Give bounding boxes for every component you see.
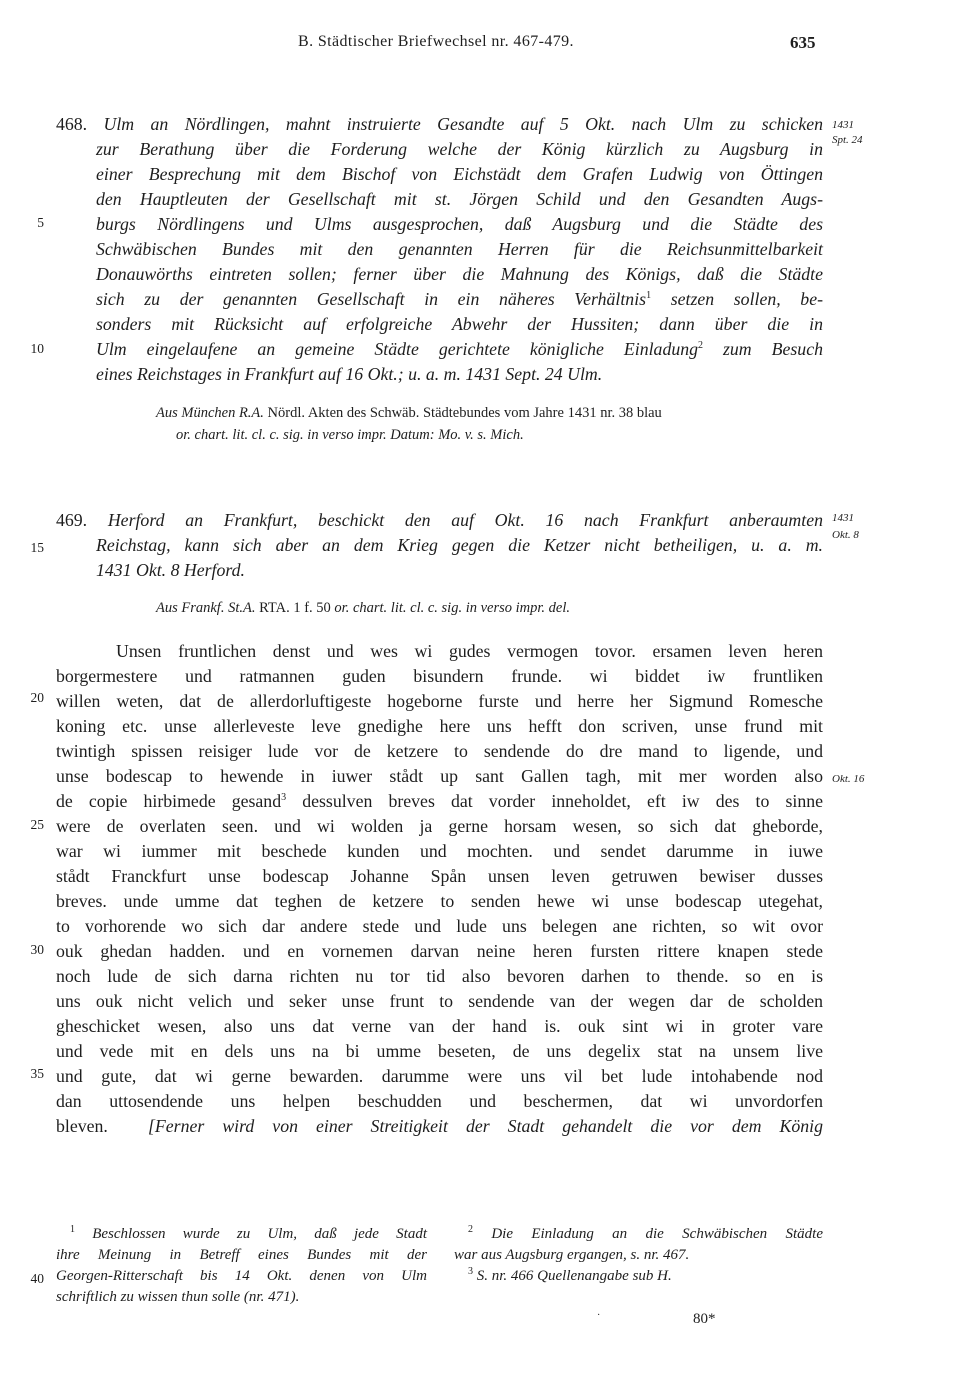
footnote-number: 1: [70, 1224, 75, 1235]
signature-mark: 80*: [693, 1311, 716, 1327]
line-number: 30: [30, 942, 44, 957]
regest-line: [96, 337, 823, 362]
source-note: [156, 597, 823, 619]
page-number: 635: [790, 33, 816, 52]
regest-text: setzen sollen, be-: [670, 289, 824, 309]
body-line: [56, 789, 823, 814]
body-text: bleven.: [56, 1116, 108, 1136]
regest-text: Ulm an Nördlingen, mahnt instruierte Gesandte auf 5 Okt. nach Ulm zu schicken: [103, 114, 823, 134]
body-line: war wi iummer mit beschede kunden und mochten. und sendet darumme in iuwe: [56, 841, 823, 861]
footnote-line: ihre Meinung in Betreff eines Bundes mit der: [56, 1247, 427, 1263]
margin-date: 1431: [832, 512, 854, 524]
margin-date: Okt. 16: [832, 773, 865, 785]
margin-date: Okt. 8: [832, 529, 859, 541]
footnote-line: [468, 1266, 672, 1287]
source-text: Nördl. Akten des Schwäb. Städtebundes vom Jahre 1431 nr. 38 blau: [267, 405, 662, 421]
editorial-note: [Ferner wird von einer Streitigkeit der Stadt gehandelt die vor dem König: [148, 1116, 823, 1136]
body-line: und gute, dat wi gerne bewarden. darumme were uns vil bet lude intohabende nod: [56, 1066, 823, 1086]
margin-date: Spt. 24: [832, 134, 863, 146]
body-line: breves. unde umme dat teghen de ketzere to senden hewe wi unse bodescap utegehat,: [56, 891, 823, 911]
print-dot: ·: [597, 1310, 601, 1321]
footnote-ref: 2: [698, 340, 704, 352]
body-line: stådt Franckfurt unse bodescap Johanne Spån unsen leven getruwen bewiser dusses: [56, 866, 823, 886]
entry-number: 469.: [56, 510, 88, 530]
body-line: ouk ghedan hadden. und en vornemen darvan neine heren fursten rittere knapen stede: [56, 941, 823, 961]
regest-line: sonders mit Rücksicht auf erfolgreiche Abwehr der Hussiten; dann über die in: [96, 314, 823, 334]
body-line: dan uttosendende uns helpen beschudden und beschermen, dat wi unvordorfen: [56, 1091, 823, 1111]
line-number: 5: [37, 215, 44, 230]
footnote-number: 3: [468, 1266, 473, 1277]
body-line: borgermestere und ratmannen guden bisundern frunde. wi biddet iw fruntliken: [56, 666, 823, 686]
regest-line: [56, 112, 823, 137]
line-number: 25: [30, 817, 44, 832]
source-archive: Aus München R.A.: [156, 405, 264, 421]
source-archive: Aus Frankf. St.A.: [156, 600, 256, 616]
footnote-text: Die Einladung an die Schwäbischen Städte: [491, 1226, 823, 1242]
line-number: 40: [30, 1271, 44, 1286]
body-line: willen weten, dat de allerdorluftigeste hogeborne furste und herre her Sigmund Romesche: [56, 691, 823, 711]
source-detail: or. chart. lit. cl. c. sig. in verso impr. del.: [334, 600, 571, 616]
regest-line: [96, 287, 823, 312]
body-line: unse bodescap to hewende in iuwer stådt up sant Gallen tagh, mit mer worden also: [56, 766, 823, 786]
footnote-line: [468, 1224, 823, 1245]
running-title: B. Städtischer Briefwechsel nr. 467-479.: [298, 33, 574, 50]
body-line: were de overlaten seen. und wi wolden ja gerne horsam wesen, so sich dat gheborde,: [56, 816, 823, 836]
regest-text: Herford an Frankfurt, beschickt den auf Okt. 16 nach Frankfurt anberaumten: [107, 510, 823, 530]
entry-number: 468.: [56, 114, 88, 134]
source-text: RTA. 1 f. 50: [259, 600, 331, 616]
regest-line: Donauwörths eintreten sollen; ferner über die Mahnung des Königs, daß die Städte: [96, 264, 823, 284]
body-line: Unsen fruntlichen denst und wes wi gudes vermogen tovor. ersamen leven heren: [116, 641, 823, 661]
source-note: [156, 402, 823, 424]
body-line: noch lude de sich darna richten nu tor tid also bevoren darhen to thende. so en is: [56, 966, 823, 986]
body-text: dessulven breves dat vorder inneholdet, eft iw des to sinne: [302, 791, 823, 811]
margin-date: 1431: [832, 119, 854, 131]
regest-line: [56, 508, 823, 533]
regest-line: Reichstag, kann sich aber an dem Krieg gegen die Ketzer nicht betheiligen, u. a. m.: [96, 535, 823, 555]
regest-line: den Hauptleuten der Gesellschaft mit st. Jörgen Schild und den Gesandten Augs-: [96, 189, 823, 209]
source-note-detail: or. chart. lit. cl. c. sig. in verso impr. Datum: Mo. v. s. Mich.: [176, 427, 524, 443]
footnote-number: 2: [468, 1224, 473, 1235]
footnote-text: Beschlossen wurde zu Ulm, daß jede Stadt: [92, 1226, 428, 1242]
footnote-line: war aus Augsburg ergangen, s. nr. 467.: [454, 1247, 690, 1263]
line-number: 20: [30, 690, 44, 705]
footnote-line: schriftlich zu wissen thun solle (nr. 471).: [56, 1289, 300, 1305]
regest-line: burgs Nördlingens und Ulms ausgesprochen, daß Augsburg und die Städte des: [96, 214, 823, 234]
body-line: twintigh spissen reisiger lude vor de ketzere to sendende do dre mand to ligende, und: [56, 741, 823, 761]
footnote-ref: 3: [281, 792, 287, 804]
body-line: und vede mit en dels uns na bi umme beseten, de uns degelix stat na unsem live: [56, 1041, 823, 1061]
regest-line: zur Berathung über die Forderung welche der König kürzlich zu Augsburg in: [96, 139, 823, 159]
body-line: uns ouk nicht velich und seker unse frunt to sendende van der wegen dar de scholden: [56, 991, 823, 1011]
line-number: 15: [30, 540, 44, 555]
footnote-line: Georgen-Ritterschaft bis 14 Okt. denen von Ulm: [56, 1268, 427, 1284]
line-number: 10: [30, 341, 44, 356]
footnote-line: [70, 1224, 427, 1245]
regest-text: zum Besuch: [723, 339, 823, 359]
body-text: de copie hirbimede gesand: [56, 791, 282, 811]
regest-line: 1431 Okt. 8 Herford.: [96, 560, 245, 580]
footnote-ref: 1: [646, 290, 652, 302]
page-header: [0, 33, 960, 57]
body-line: gheschicket wesen, also uns dat verne van der hand is. ouk sint wi in groter vare: [56, 1016, 823, 1036]
footnote-text: S. nr. 466 Quellenangabe sub H.: [476, 1268, 672, 1284]
body-line: to vorhorende wo sich dar andere stede und lude uns belegen ane richten, so wit ovor: [56, 916, 823, 936]
regest-line: Schwäbischen Bundes mit den genannten Herren für die Reichsunmittelbarkeit: [96, 239, 823, 259]
regest-line: einer Besprechung mit dem Bischof von Eichstädt dem Grafen Ludwig von Öttingen: [96, 164, 823, 184]
regest-line: eines Reichstages in Frankfurt auf 16 Okt.; u. a. m. 1431 Sept. 24 Ulm.: [96, 364, 603, 384]
line-number: 35: [30, 1066, 44, 1081]
regest-text: sich zu der genannten Gesellschaft in ein näheres Verhältnis: [96, 289, 647, 309]
body-line: koning etc. unse allerleveste leve gnedighe here uns hefft don scriven, unse frund mit: [56, 716, 823, 736]
regest-text: Ulm eingelaufene an gemeine Städte gerichtete königliche Einladung: [96, 339, 699, 359]
